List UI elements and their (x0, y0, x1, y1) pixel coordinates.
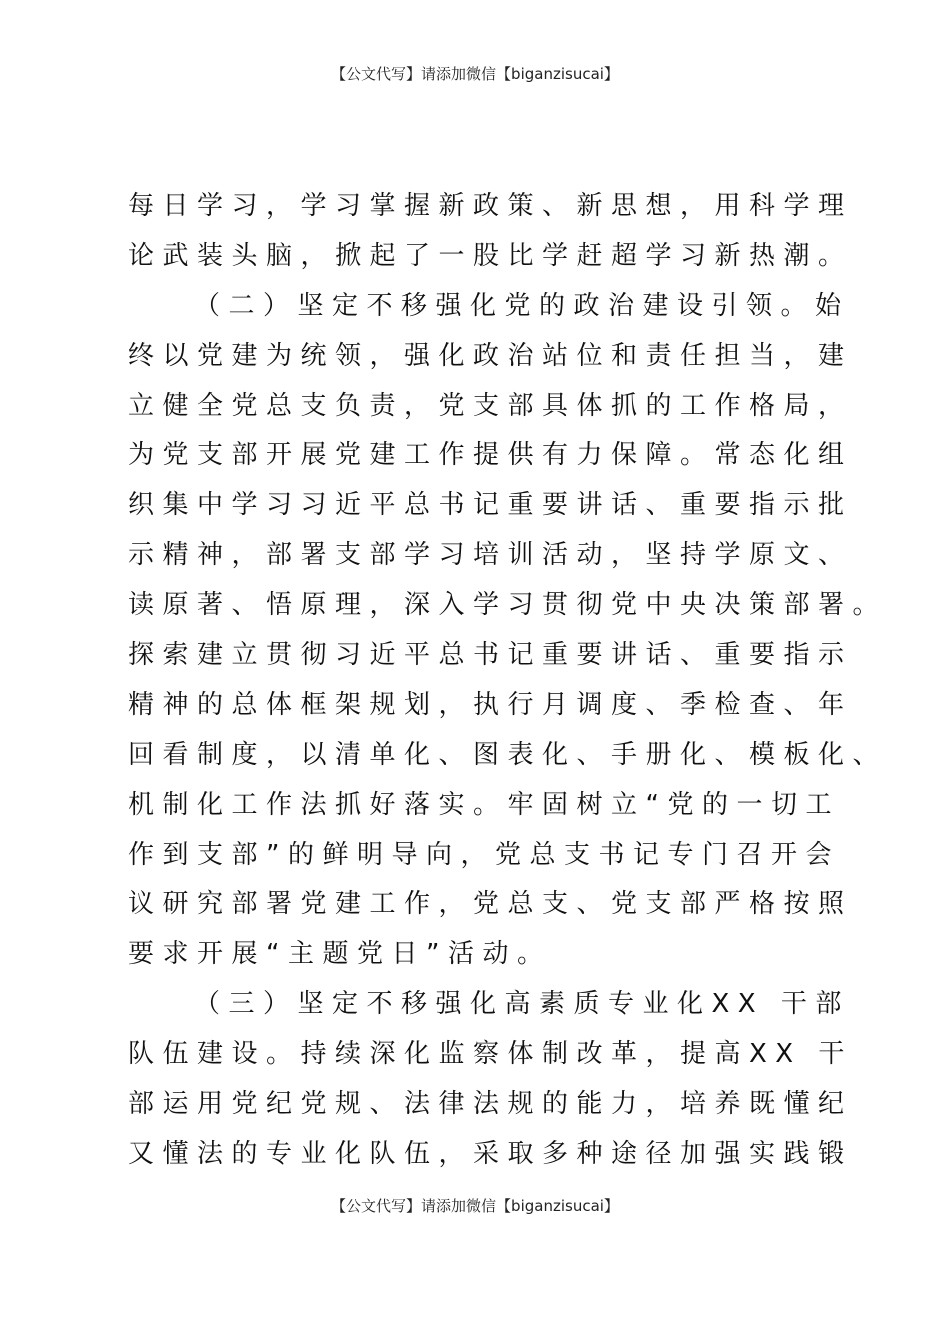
page-footer: 【公文代写】请添加微信【biganzisucai】 (331, 1197, 619, 1215)
text-line: 读原著、悟原理，深入学习贯彻党中央决策部署。 (128, 590, 888, 621)
document-body (128, 182, 888, 1180)
text-line: 又懂法的专业化队伍，采取多种途径加强实践锻 (128, 1138, 853, 1169)
text-line: 回看制度，以清单化、图表化、手册化、模板化、 (128, 739, 888, 770)
section-heading-line: （二）坚定不移强化党的政治建设引领。始 (194, 290, 850, 321)
text-line: 论武装头脑，掀起了一股比学赶超学习新热潮。 (128, 240, 853, 271)
page-header: 【公文代写】请添加微信【biganzisucai】 (331, 65, 619, 83)
text-line: 立健全党总支负责，党支部具体抓的工作格局， (128, 390, 853, 421)
text-line: 每日学习，学习掌握新政策、新思想，用科学理 (128, 191, 853, 221)
text-line: 织集中学习习近平总书记重要讲话、重要指示批 (128, 490, 853, 521)
text-line: 精神的总体框架规划，执行月调度、季检查、年 (128, 689, 853, 720)
text-line: 为党支部开展党建工作提供有力保障。常态化组 (128, 440, 853, 471)
text-line: 示精神，部署支部学习培训活动，坚持学原文、 (128, 540, 853, 571)
text-line: 部运用党纪党规、法律法规的能力，培养既懂纪 (128, 1089, 853, 1120)
text-line: 议研究部署党建工作，党总支、党支部严格按照 (128, 889, 853, 920)
text-line: 要求开展“主题党日”活动。 (128, 939, 552, 970)
text-line: 机制化工作法抓好落实。牢固树立“党的一切工 (128, 789, 840, 820)
text-line: 队伍建设。持续深化监察体制改革，提高XX 干 (128, 1039, 853, 1070)
section-heading-line: （三）坚定不移强化高素质专业化XX 干部 (194, 989, 850, 1020)
text-line: 探索建立贯彻习近平总书记重要讲话、重要指示 (128, 640, 853, 671)
text-line: 作到支部”的鲜明导向，党总支书记专门召开会 (128, 839, 840, 870)
text-line: 终以党建为统领，强化政治站位和责任担当，建 (128, 340, 853, 371)
